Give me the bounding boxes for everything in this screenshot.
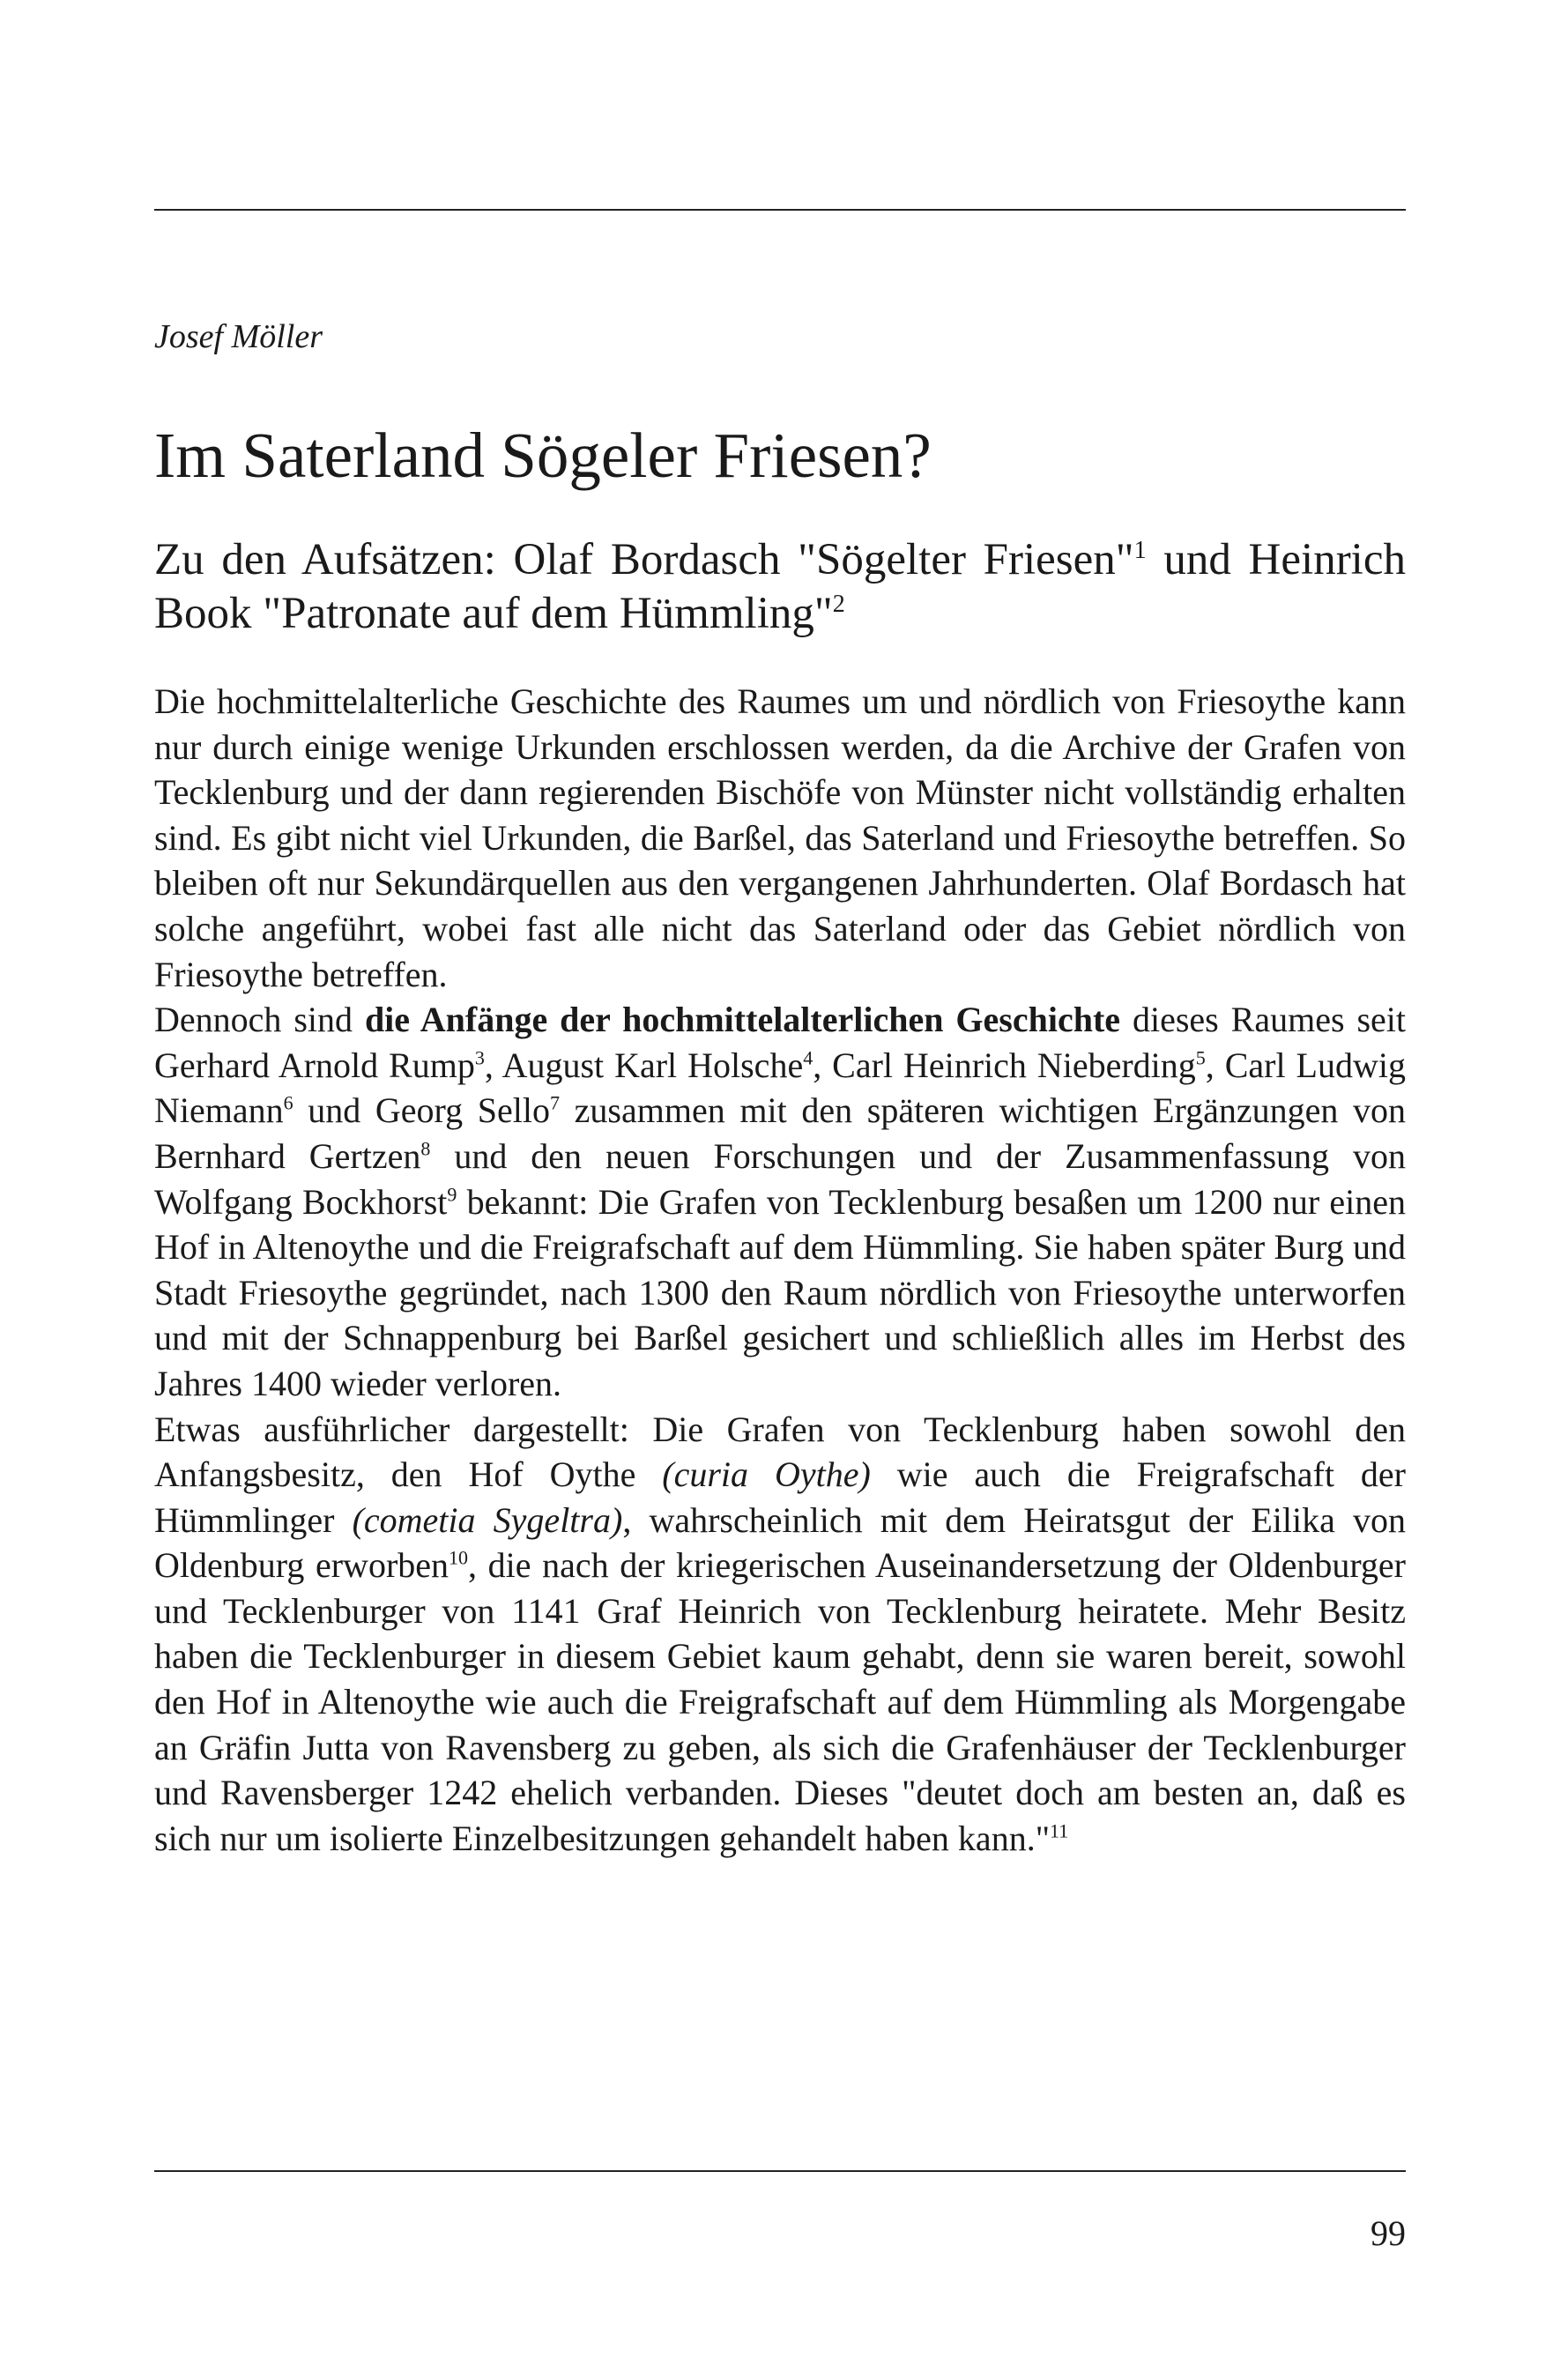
article-title: Im Saterland Sögeler Friesen?: [154, 420, 932, 491]
paragraph-2-text: , August Karl Holsche: [484, 1045, 804, 1085]
paragraph-2-emphasis: die Anfänge der hochmittelalterlichen Geschichte: [364, 1000, 1121, 1040]
paragraph-2-text: und den neuen Forschungen und der Zusammenfassung von Wolfgang Bockhorst: [154, 1135, 1406, 1222]
paragraph-2-text: , Carl Heinrich Nieberding: [813, 1045, 1196, 1085]
paragraph-3-text: , wahrscheinlich mit dem Heiratsgut der Eilika von Oldenburg erworben: [154, 1499, 1407, 1586]
header-rule: [154, 209, 1406, 211]
latin-term: (cometia Sygeltra): [352, 1499, 623, 1540]
article-subtitle: [154, 533, 1406, 641]
paragraph-2-text: , Carl Ludwig Niemann: [154, 1045, 1406, 1131]
paragraph-3-text: Etwas ausführlicher dargestellt: Die Grafen von Tecklenburg haben sowohl den Anfangsbesitz, den Hof Oythe: [154, 1409, 1406, 1495]
paragraph-3-text: , die nach der kriegerischen Auseinandersetzung der Oldenburger und Tecklenburger von 1141 Graf Heinrich von Tecklenburg heiratete. Mehr Besitz haben die Tecklenburger in diesem Gebiet kaum gehabt, denn sie waren bereit, sowohl den Hof in Altenoythe wie auch die Freigrafschaft auf dem Hümmling als Morgengabe an Gräfin Jutta von Ravensberg zu geben, als sich die Grafenhäuser der Tecklenburger und Ravensberger 1242 ehelich verbanden. Dieses "deutet doch am besten an, daß es sich nur um isolierte Einzelbesitzungen gehandelt haben kann.": [154, 1545, 1407, 1858]
paragraph-1: Die hochmittelalterliche Geschichte des Raumes um und nördlich von Friesoythe kann nur durch einige wenige Urkunden erschlossen werden, da die Archive der Grafen von Tecklenburg und der dann regierenden Bischöfe von Münster nicht vollständig erhalten sind. Es gibt nicht viel Urkunden, die Barßel, das Saterland und Friesoythe betreffen. So bleiben oft nur Sekundärquellen aus den vergangenen Jahrhunderten. Olaf Bordasch hat solche angeführt, wobei fast alle nicht das Saterland oder das Gebiet nördlich von Friesoythe betreffen.: [154, 681, 1406, 994]
paragraph-2-lead: Dennoch sind: [154, 1000, 365, 1040]
author-name: Josef Möller: [154, 318, 323, 355]
footnote-ref-3[interactable]: 3: [474, 1046, 485, 1069]
latin-term: (curia Oythe): [662, 1454, 871, 1495]
paragraph-2: [154, 997, 1406, 1406]
paragraph-2-text: dieses Raumes seit Gerhard Arnold Rump: [154, 1000, 1406, 1085]
footnote-ref-10[interactable]: 10: [449, 1546, 469, 1569]
footnote-ref-9[interactable]: 9: [447, 1183, 457, 1206]
footer-rule: [154, 2170, 1406, 2172]
page-number: 99: [1371, 2213, 1406, 2253]
footnote-ref-6[interactable]: 6: [283, 1092, 293, 1115]
paragraph-2-text: bekannt: Die Grafen von Tecklenburg besaßen um 1200 nur einen Hof in Altenoythe und die Freigrafschaft auf dem Hümmling. Sie haben später Burg und Stadt Friesoythe gegründet, nach 1300 den Raum nördlich von Friesoythe unterworfen und mit der Schnappenburg bei Barßel gesichert und schließlich alles im Herbst des Jahres 1400 wieder verloren.: [154, 1181, 1407, 1403]
paragraph-3: [154, 1407, 1406, 1862]
subtitle-text: Zu den Aufsätzen: Olaf Bordasch "Sögelter Friesen": [154, 535, 1134, 584]
footnote-ref-8[interactable]: 8: [420, 1137, 431, 1160]
article-body: [154, 679, 1406, 1861]
footnote-ref-11[interactable]: 11: [1050, 1819, 1069, 1842]
subtitle-text-2: und Heinrich Book "Patronate auf dem Hümmling": [154, 535, 1406, 638]
footnote-ref-2[interactable]: 2: [832, 591, 845, 618]
paragraph-3-text: wie auch die Freigrafschaft der Hümmlinger: [154, 1454, 1406, 1540]
footnote-ref-7[interactable]: 7: [550, 1092, 561, 1115]
paragraph-2-text: zusammen mit den späteren wichtigen Ergänzungen von Bernhard Gertzen: [154, 1090, 1406, 1176]
paragraph-2-text: und Georg Sello: [293, 1090, 551, 1131]
footnote-ref-4[interactable]: 4: [803, 1046, 813, 1069]
footnote-ref-5[interactable]: 5: [1195, 1046, 1206, 1069]
footnote-ref-1[interactable]: 1: [1133, 537, 1147, 564]
